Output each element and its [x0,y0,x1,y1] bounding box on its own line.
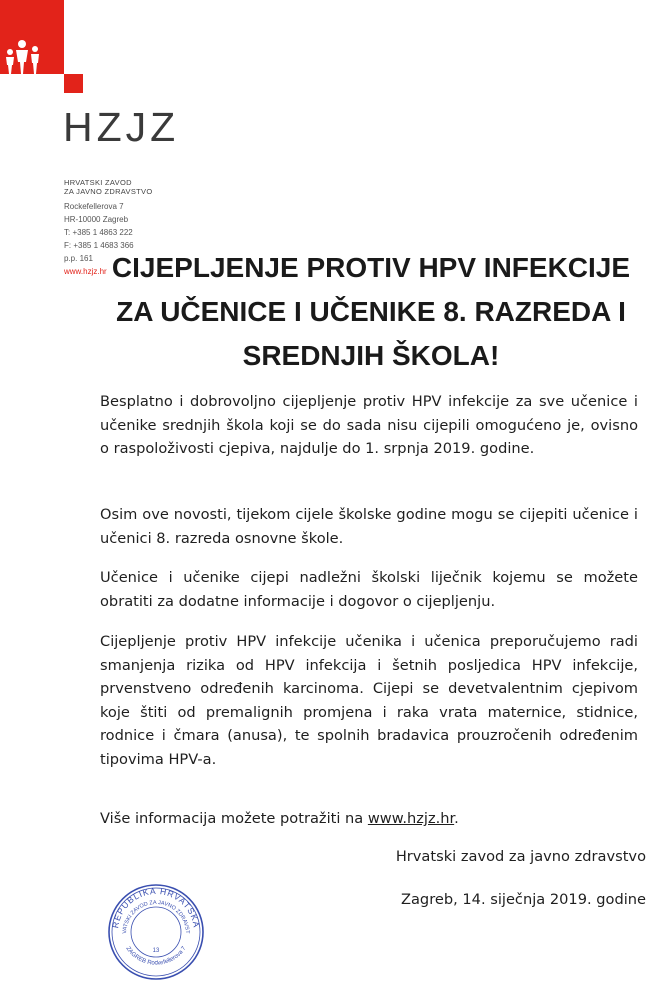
po-box: p.p. 161 [64,254,93,263]
logo-figures-block [0,0,64,74]
website-link[interactable]: www.hzjz.hr [367,810,455,827]
signature-place-date: Zagreb, 14. siječnja 2019. godine [400,891,646,908]
fax: F: +385 1 4683 366 [64,241,134,250]
stamp-inner-text: HRVATSKI ZAVOD ZA JAVNO ZDRAVSTVO [103,878,191,934]
signature-institution: Hrvatski zavod za javno zdravstvo [395,848,646,865]
paragraph-2: Osim ove novosti, tijekom cijele školske godine mogu se cijepiti učenice i učenici 8. razreda osnovne škole. [100,506,638,547]
title-line-3: SREDNJIH ŠKOLA! [242,340,500,371]
address-city: HR-10000 Zagreb [64,215,129,224]
paragraph-4: Cijepljenje protiv HPV infekcije učenika i učenica preporučujemo radi smanjenja rizika od HPV infekcija i šetnih posljedica HPV infekcije, prvenstveno određenih karcinoma. Cijepi se devetvalentnim cjepivom koje štiti od premalignih promjena i raka vrata maternice, stidnice, rodnice i čmara (anusa), te spolnih bradavica prouzročenih određenim tipovima HPV-a. [100,633,638,768]
stamp-outer-text: REPUBLIKA HRVATSKA [110,885,202,929]
official-stamp [103,878,206,982]
paragraph-5 [100,807,638,831]
stamp-seal-icon [103,878,206,982]
stamp-number: 13 [152,948,160,954]
address-street: Rockefellerova 7 [64,202,124,211]
phone: T: +385 1 4863 222 [64,228,133,237]
document-title [96,246,646,378]
family-figures-icon [0,0,64,74]
paragraph-1: Besplatno i dobrovoljno cijepljenje protiv HPV infekcije za sve učenice i učenike srednjih škola koji se do sada nisu cijepili omogućeno je, ovisno o raspoloživosti cjepiva, najdulje do 1. srpnja 2019. godine. [100,393,638,457]
org-line-1: HRVATSKI ZAVOD [64,178,132,187]
title-line-2: ZA UČENICE I UČENIKE 8. RAZREDA I [116,296,626,327]
header-website-link[interactable]: www.hzjz.hr [64,267,107,276]
paragraph-3: Učenice i učenike cijepi nadležni školski liječnik kojemu se možete obratiti za dodatne informacije i dogovor o cijepljenju. [100,569,638,610]
logo-square [64,74,83,93]
more-info-suffix: . [454,810,459,827]
logo-text: HZJZ [63,104,180,150]
organization-name [64,178,152,196]
org-line-2: ZA JAVNO ZDRAVSTVO [64,187,153,196]
more-info-text: Više informacija možete potražiti na [100,810,368,827]
stamp-bottom-text: ZAGREB Rockefellerova 7 [124,945,188,967]
title-line-1: CIJEPLJENJE PROTIV HPV INFEKCIJE [111,252,631,283]
